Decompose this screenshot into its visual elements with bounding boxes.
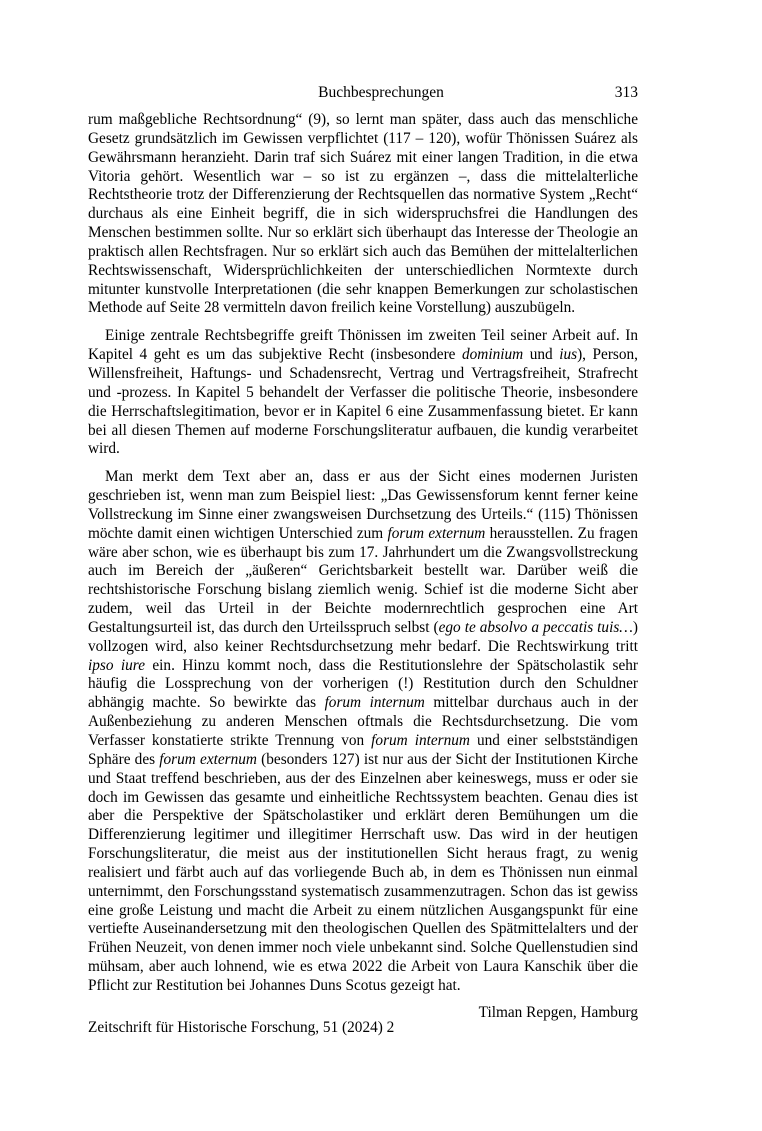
text-run: mittelbar durchaus auch in der Außenbeziehung zu anderen Menschen oftmals die Rechtsdurchsetzung. Die vom Verfasser konstatierte strikte Trennung von xyxy=(88,694,639,749)
italic-term: forum externum xyxy=(387,524,486,542)
body-paragraph xyxy=(88,468,638,996)
italic-term: ego te absolvo a peccatis tuis… xyxy=(438,618,633,636)
running-header xyxy=(124,84,638,102)
italic-term: dominium xyxy=(462,346,524,364)
italic-term: forum externum xyxy=(159,750,257,768)
text-run: Man merkt dem Text aber an, dass er aus der Sicht eines modernen Juristen geschrieben ist, wenn man zum Beispiel liest: „Das Gewissensforum kennt ferner keine Vollstreckung im Sinne einer zwangsweisen Durchsetzung des Urteils.“ (115) Thönissen möchte damit einen wichtigen Unterschied zum xyxy=(88,468,638,542)
text-run: und xyxy=(523,346,560,364)
article-body xyxy=(88,111,638,1023)
text-run: und einer selbstständigen Sphäre des xyxy=(88,732,638,768)
page-number: 313 xyxy=(614,84,638,101)
text-run: rum maßgebliche Rechtsordnung“ (9), so lernt man später, dass auch das menschliche Gesetz grundsätzlich im Gewissen verpflichtet (117 – 120), wofür Thönissen Suárez als Gewährsmann heranzieht. Darin traf sich Suárez mit einer langen Tradition, in die etwa Vitoria gehört. Wesentlich war – so ist zu ergänzen –, dass die mittelalterliche Rechtstheorie trotz der Differenzierung der Rechtsquellen das normative System „Recht“ durchaus als eine Einheit begriff, die in sich widerspruchsfrei die Handlungen des Menschen bestimmen sollte. Nur so erklärt sich überhaupt das Interesse der Theologie an praktisch allen Rechtsfragen. Nur so erklärt sich auch das Bemühen der mittelalterlichen Rechtswissenschaft, Widersprüchlichkeiten der unterschiedlichen Normtexte durch mitunter kunstvolle Interpretationen (die sehr knappen Bemerkungen zur scholastischen Methode auf Seite 28 vermitteln davon freilich keine Vorstellung) auszubügeln. xyxy=(88,111,638,317)
italic-term: ius xyxy=(559,346,578,364)
text-run: (besonders 127) ist nur aus der Sicht der Institutionen Kirche und Staat treffend beschrieben, aus der des Einzelnen aber keineswegs, muss er oder sie doch im Gewissen das gesamte und einheitliche Rechtssystem beachten. Genau dies ist aber die Perspektive der Spätscholastiker und erklärt deren Bemühungen um die Differenzierung legitimer und illegitimer Herrschaft usw. Das wird in der heutigen Forschungsliteratur, die meist aus der institutionellen Sicht heraus fragt, zu wenig realisiert und färbt auch auf das vorliegende Buch ab, in dem es Thönissen nun einmal unternimmt, den Forschungsstand systematisch zusammenzutragen. Schon das ist gewiss eine große Leistung und macht die Arbeit zu einem nützlichen Ausgangspunkt für eine vertiefte Auseinandersetzung mit den theologischen Quellen des Spätmittelalters und der Frühen Neuzeit, von denen immer noch viele unbekannt sind. Solche Quellenstudien sind mühsam, aber auch lohnend, wie es etwa 2022 die Arbeit von Laura Kanschik über die Pflicht zur Restitution bei Johannes Duns Scotus gezeigt hat. xyxy=(88,750,638,994)
text-run: ein. Hinzu kommt noch, dass die Restitutionslehre der Spätscholastik sehr häufig die Lossprechung von der vorherigen (!) Restitution durch den Schuldner abhängig machte. So bewirkte das xyxy=(88,656,638,712)
italic-term: ipso iure xyxy=(88,656,145,674)
running-title: Buchbesprechungen xyxy=(318,84,444,101)
reviewer-signature: Tilman Repgen, Hamburg xyxy=(478,1003,638,1021)
journal-footer: Zeitschrift für Historische Forschung, 51 (2024) 2 xyxy=(88,1019,395,1036)
text-run: Einige zentrale Rechtsbegriffe greift Thönissen im zweiten Teil seiner Arbeit auf. In Kapitel 4 geht es um das subjektive Recht (insbesondere xyxy=(88,327,638,364)
italic-term: forum internum xyxy=(371,732,470,749)
body-paragraph xyxy=(88,327,638,459)
text-run: ) vollzogen wird, also keiner Rechtsdurchsetzung mehr bedarf. Die Rechtswirkung tritt xyxy=(88,618,638,655)
italic-term: forum internum xyxy=(324,694,425,712)
text-run: herausstellen. Zu fragen wäre aber schon, wie es überhaupt bis zum 17. Jahrhundert um die Zwangsvollstreckung auch im Bereich der „äußeren“ Gerichtsbarkeit bestellt war. Darüber weiß die rechtshistorische Forschung bislang ziemlich wenig. Schief ist die moderne Sicht aber zudem, weil das Urteil in der Beichte modernrechtlich gesprochen eine Art Gestaltungsurteil ist, das durch den Urteilsspruch selbst ( xyxy=(88,524,638,636)
body-paragraph xyxy=(88,111,638,318)
text-run: ), Person, Willensfreiheit, Haftungs- und Schadensrecht, Vertrag und Vertragsfreiheit, Strafrecht und -prozess. In Kapitel 5 behandelt der Verfasser die politische Theorie, insbesondere die Herrschaftslegitimation, bevor er in Kapitel 6 eine Zusammenfassung bietet. Er kann bei all diesen Themen auf moderne Forschungsliteratur aufbauen, die kundig verarbeitet wird. xyxy=(88,346,638,458)
